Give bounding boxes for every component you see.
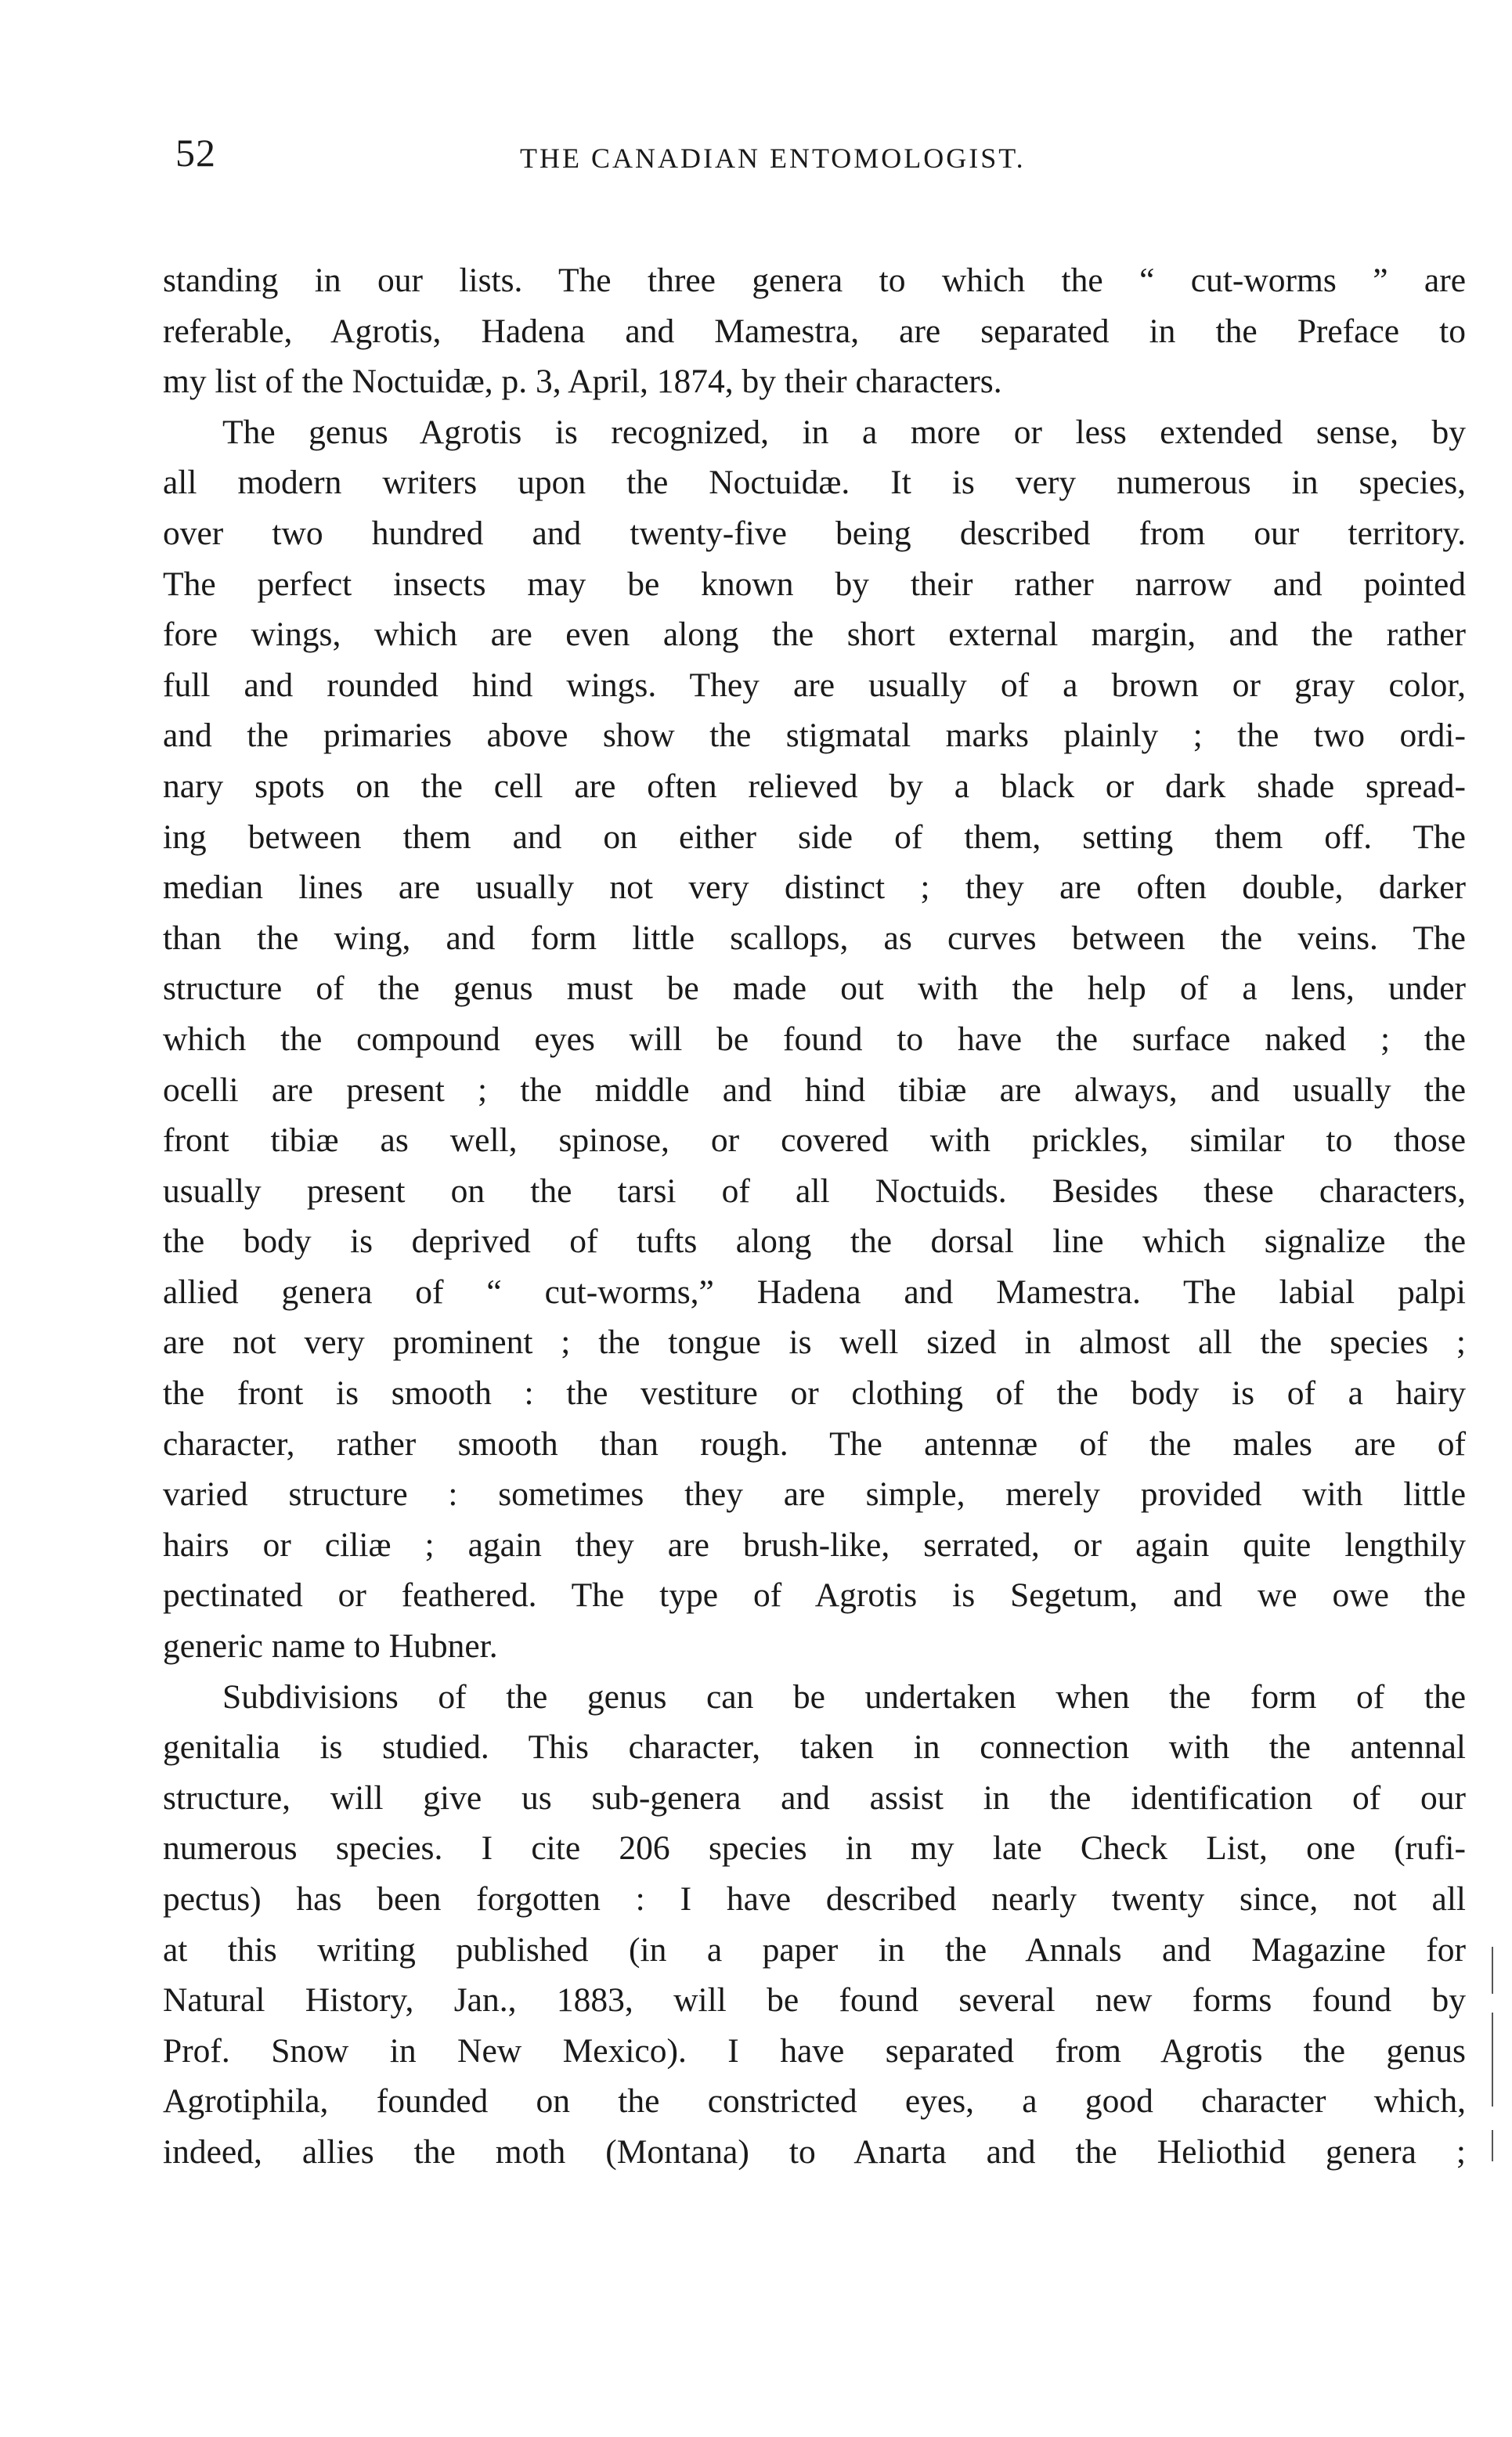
text-line: pectinated or feathered. The type of Agrotis is Segetum, and we owe the xyxy=(163,1576,1466,1615)
text-line: Agrotiphila, founded on the constricted eyes, a good character which, xyxy=(163,2082,1466,2121)
text-line: which the compound eyes will be found to have the surface naked ; the xyxy=(163,1020,1466,1058)
text-line: Subdivisions of the genus can be undertaken when the form of the xyxy=(222,1677,1466,1716)
text-line: Natural History, Jan., 1883, will be found several new forms found by xyxy=(163,1981,1466,2020)
text-line: fore wings, which are even along the short external margin, and the rather xyxy=(163,616,1466,654)
text-line: at this writing published (in a paper in the Annals and Magazine for xyxy=(163,1930,1466,1969)
text-line: the front is smooth : the vestiture or clothing of the body is of a hairy xyxy=(163,1374,1466,1413)
text-line: the body is deprived of tufts along the dorsal line which signalize the xyxy=(163,1222,1466,1261)
text-line: The perfect insects may be known by their rather narrow and pointed xyxy=(163,565,1466,603)
text-line: ocelli are present ; the middle and hind tibiæ are always, and usually the xyxy=(163,1070,1466,1109)
text-line: genitalia is studied. This character, taken in connection with the antennal xyxy=(163,1728,1466,1767)
text-line: varied structure : sometimes they are simple, merely provided with little xyxy=(163,1475,1466,1514)
text-line: usually present on the tarsi of all Noctuids. Besides these characters, xyxy=(163,1172,1466,1210)
text-line: allied genera of “ cut-worms,” Hadena and Mamestra. The labial palpi xyxy=(163,1273,1466,1311)
text-line: nary spots on the cell are often relieved by a black or dark shade spread- xyxy=(163,767,1466,805)
text-line: ing between them and on either side of them, setting them off. The xyxy=(163,818,1466,856)
text-line: over two hundred and twenty-five being described from our territory. xyxy=(163,514,1466,552)
text-line: character, rather smooth than rough. The antennæ of the males are of xyxy=(163,1424,1466,1463)
scan-edge-mark xyxy=(1492,2130,1493,2161)
text-line: generic name to Hubner. xyxy=(163,1627,498,1666)
text-line: full and rounded hind wings. They are usually of a brown or gray color, xyxy=(163,666,1466,704)
text-line: are not very prominent ; the tongue is well sized in almost all the species ; xyxy=(163,1323,1466,1362)
text-line: referable, Agrotis, Hadena and Mamestra, are separated in the Preface to xyxy=(163,312,1466,350)
text-line: and the primaries above show the stigmatal marks plainly ; the two ordi- xyxy=(163,717,1466,755)
text-line: structure, will give us sub-genera and assist in the identification of our xyxy=(163,1778,1466,1817)
scan-edge-mark xyxy=(1492,2013,1493,2107)
text-line: my list of the Noctuidæ, p. 3, April, 1874, by their characters. xyxy=(163,363,1002,401)
page-number: 52 xyxy=(175,131,216,175)
scan-edge-mark xyxy=(1492,1947,1493,1994)
text-line: hairs or ciliæ ; again they are brush-like, serrated, or again quite lengthily xyxy=(163,1525,1466,1564)
text-line: median lines are usually not very distinct ; they are often double, darker xyxy=(163,868,1466,907)
text-line: structure of the genus must be made out with the help of a lens, under xyxy=(163,969,1466,1008)
text-line: The genus Agrotis is recognized, in a more or less extended sense, by xyxy=(222,413,1466,451)
text-line: front tibiæ as well, spinose, or covered with prickles, similar to those xyxy=(163,1121,1466,1160)
text-line: than the wing, and form little scallops, as curves between the veins. The xyxy=(163,919,1466,957)
text-line: standing in our lists. The three genera to which the “ cut-worms ” are xyxy=(163,262,1466,299)
text-line: pectus) has been forgotten : I have described nearly twenty since, not all xyxy=(163,1880,1466,1918)
text-line: all modern writers upon the Noctuidæ. It is very numerous in species, xyxy=(163,464,1466,502)
text-line: numerous species. I cite 206 species in my late Check List, one (rufi- xyxy=(163,1829,1466,1868)
text-line: indeed, allies the moth (Montana) to Anarta and the Heliothid genera ; xyxy=(163,2132,1466,2171)
text-line: Prof. Snow in New Mexico). I have separated from Agrotis the genus xyxy=(163,2031,1466,2070)
body-text xyxy=(163,255,1466,2178)
running-title: THE CANADIAN ENTOMOLOGIST. xyxy=(520,143,1026,174)
